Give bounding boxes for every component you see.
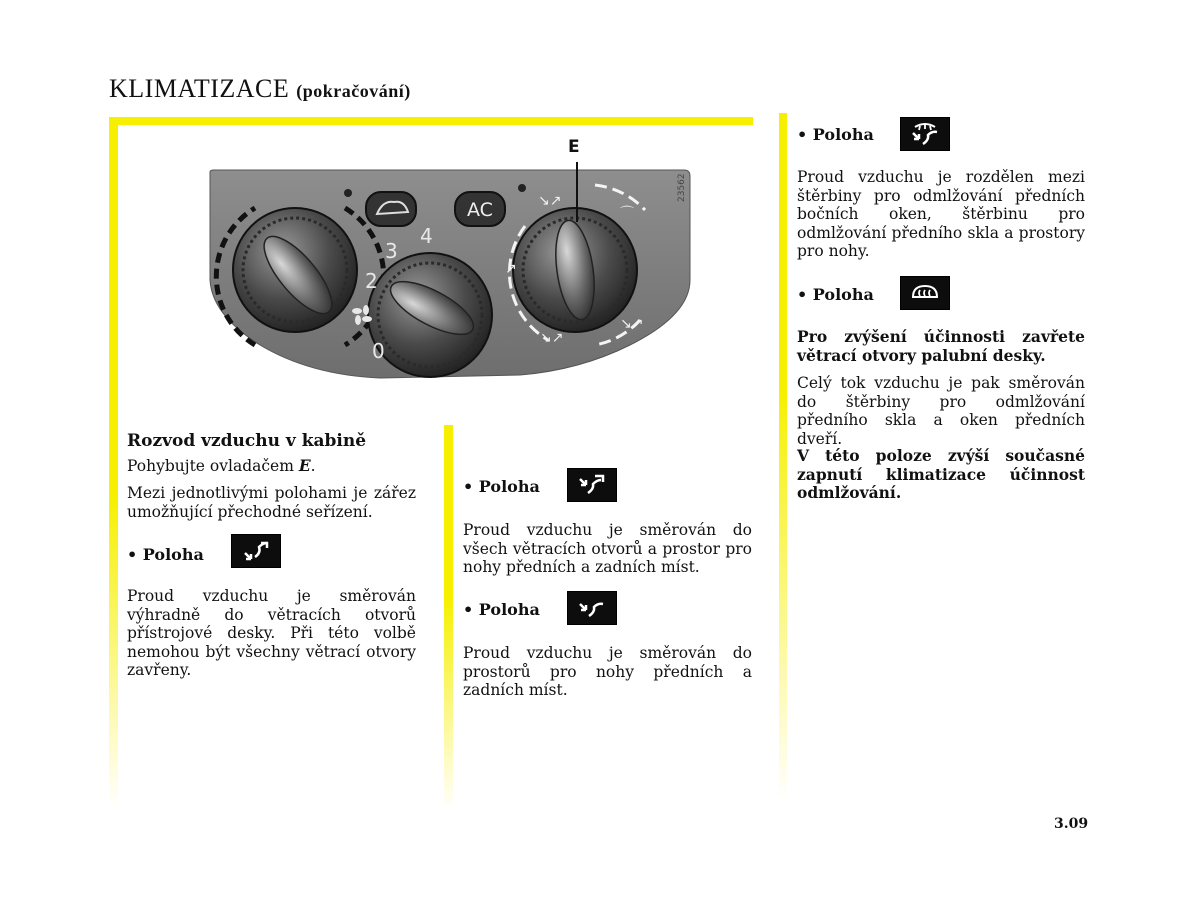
fan-label-3: 3 [385,239,398,263]
section-heading: Rozvod vzduchu v kabině [127,431,367,451]
instruction-line [127,457,427,476]
fan-label-0: 0 [372,339,385,363]
position-label-feet: • Poloha [463,600,540,619]
face-and-feet-vent-icon [567,468,617,502]
fan-label-4: 4 [420,224,433,248]
position-label-defrost: • Poloha [797,285,874,304]
windscreen-defrost-icon [900,276,950,310]
control-panel-figure [200,130,700,400]
callout-e: E [568,137,580,157]
position-label-feet-defrost: • Poloha [797,125,874,144]
recirculation-button [366,192,416,226]
fan-label-2: 2 [365,269,378,293]
yellow-rule-left [109,118,118,808]
figure-ref-code: 23562 [677,173,687,202]
instruction-control: E [298,456,311,475]
face-vent-paragraph: Proud vzduchu je směrován výhradně do větracích otvorů přístrojové desky. Při této volbě nemohou být všechny větrací otvory zavřeny. [127,587,416,679]
yellow-rule-middle [444,425,453,810]
page-title [109,74,411,104]
page-number: 3.09 [1054,816,1089,832]
defrost-paragraph: Celý tok vzduchu je pak směrován do štěrbiny pro odmlžování předního skla a oken předních dveří. [797,374,1085,448]
close-vents-note: Pro zvýšení účinnosti zavřete větrací otvory palubní desky. [797,327,1085,365]
control-panel-illustration [200,130,700,400]
instruction-prefix: Pohybujte ovladačem [127,457,299,475]
title-main: KLIMATIZACE [109,74,290,103]
ac-button-label: AC [467,199,493,221]
svg-text:⌒: ⌒ [620,206,634,222]
feet-and-defrost-icon [900,117,950,151]
face-vent-icon [231,534,281,568]
position-label-face-feet: • Poloha [463,477,540,496]
yellow-rule-top [109,117,753,125]
instruction-suffix: . [310,457,316,475]
title-subtitle: (pokračování) [296,81,411,101]
svg-text:↘↗: ↘↗ [540,330,564,346]
yellow-rule-right [779,113,787,803]
feet-vent-icon [567,591,617,625]
face-feet-paragraph: Proud vzduchu je směrován do všech větracích otvorů a prostor pro nohy předních a zadních míst. [463,521,752,576]
position-label-face: • Poloha [127,545,204,564]
svg-text:↘↗: ↘↗ [538,193,562,209]
notch-paragraph: Mezi jednotlivými polohami je zářez umožňující přechodné seřízení. [127,484,416,521]
feet-defrost-paragraph: Proud vzduchu je rozdělen mezi štěrbiny pro odmlžování předních bočních oken, štěrbinu pro odmlžování předního skla a prostory pro nohy. [797,168,1085,260]
feet-paragraph: Proud vzduchu je směrován do prostorů pro nohy předních a zadních míst. [463,644,752,699]
svg-text:↘↗: ↘↗ [620,316,644,332]
ac-defrost-note: V této poloze zvýší současné zapnutí klimatizace účinnost odmlžování. [797,446,1085,502]
svg-text:↗: ↗ [505,261,517,277]
